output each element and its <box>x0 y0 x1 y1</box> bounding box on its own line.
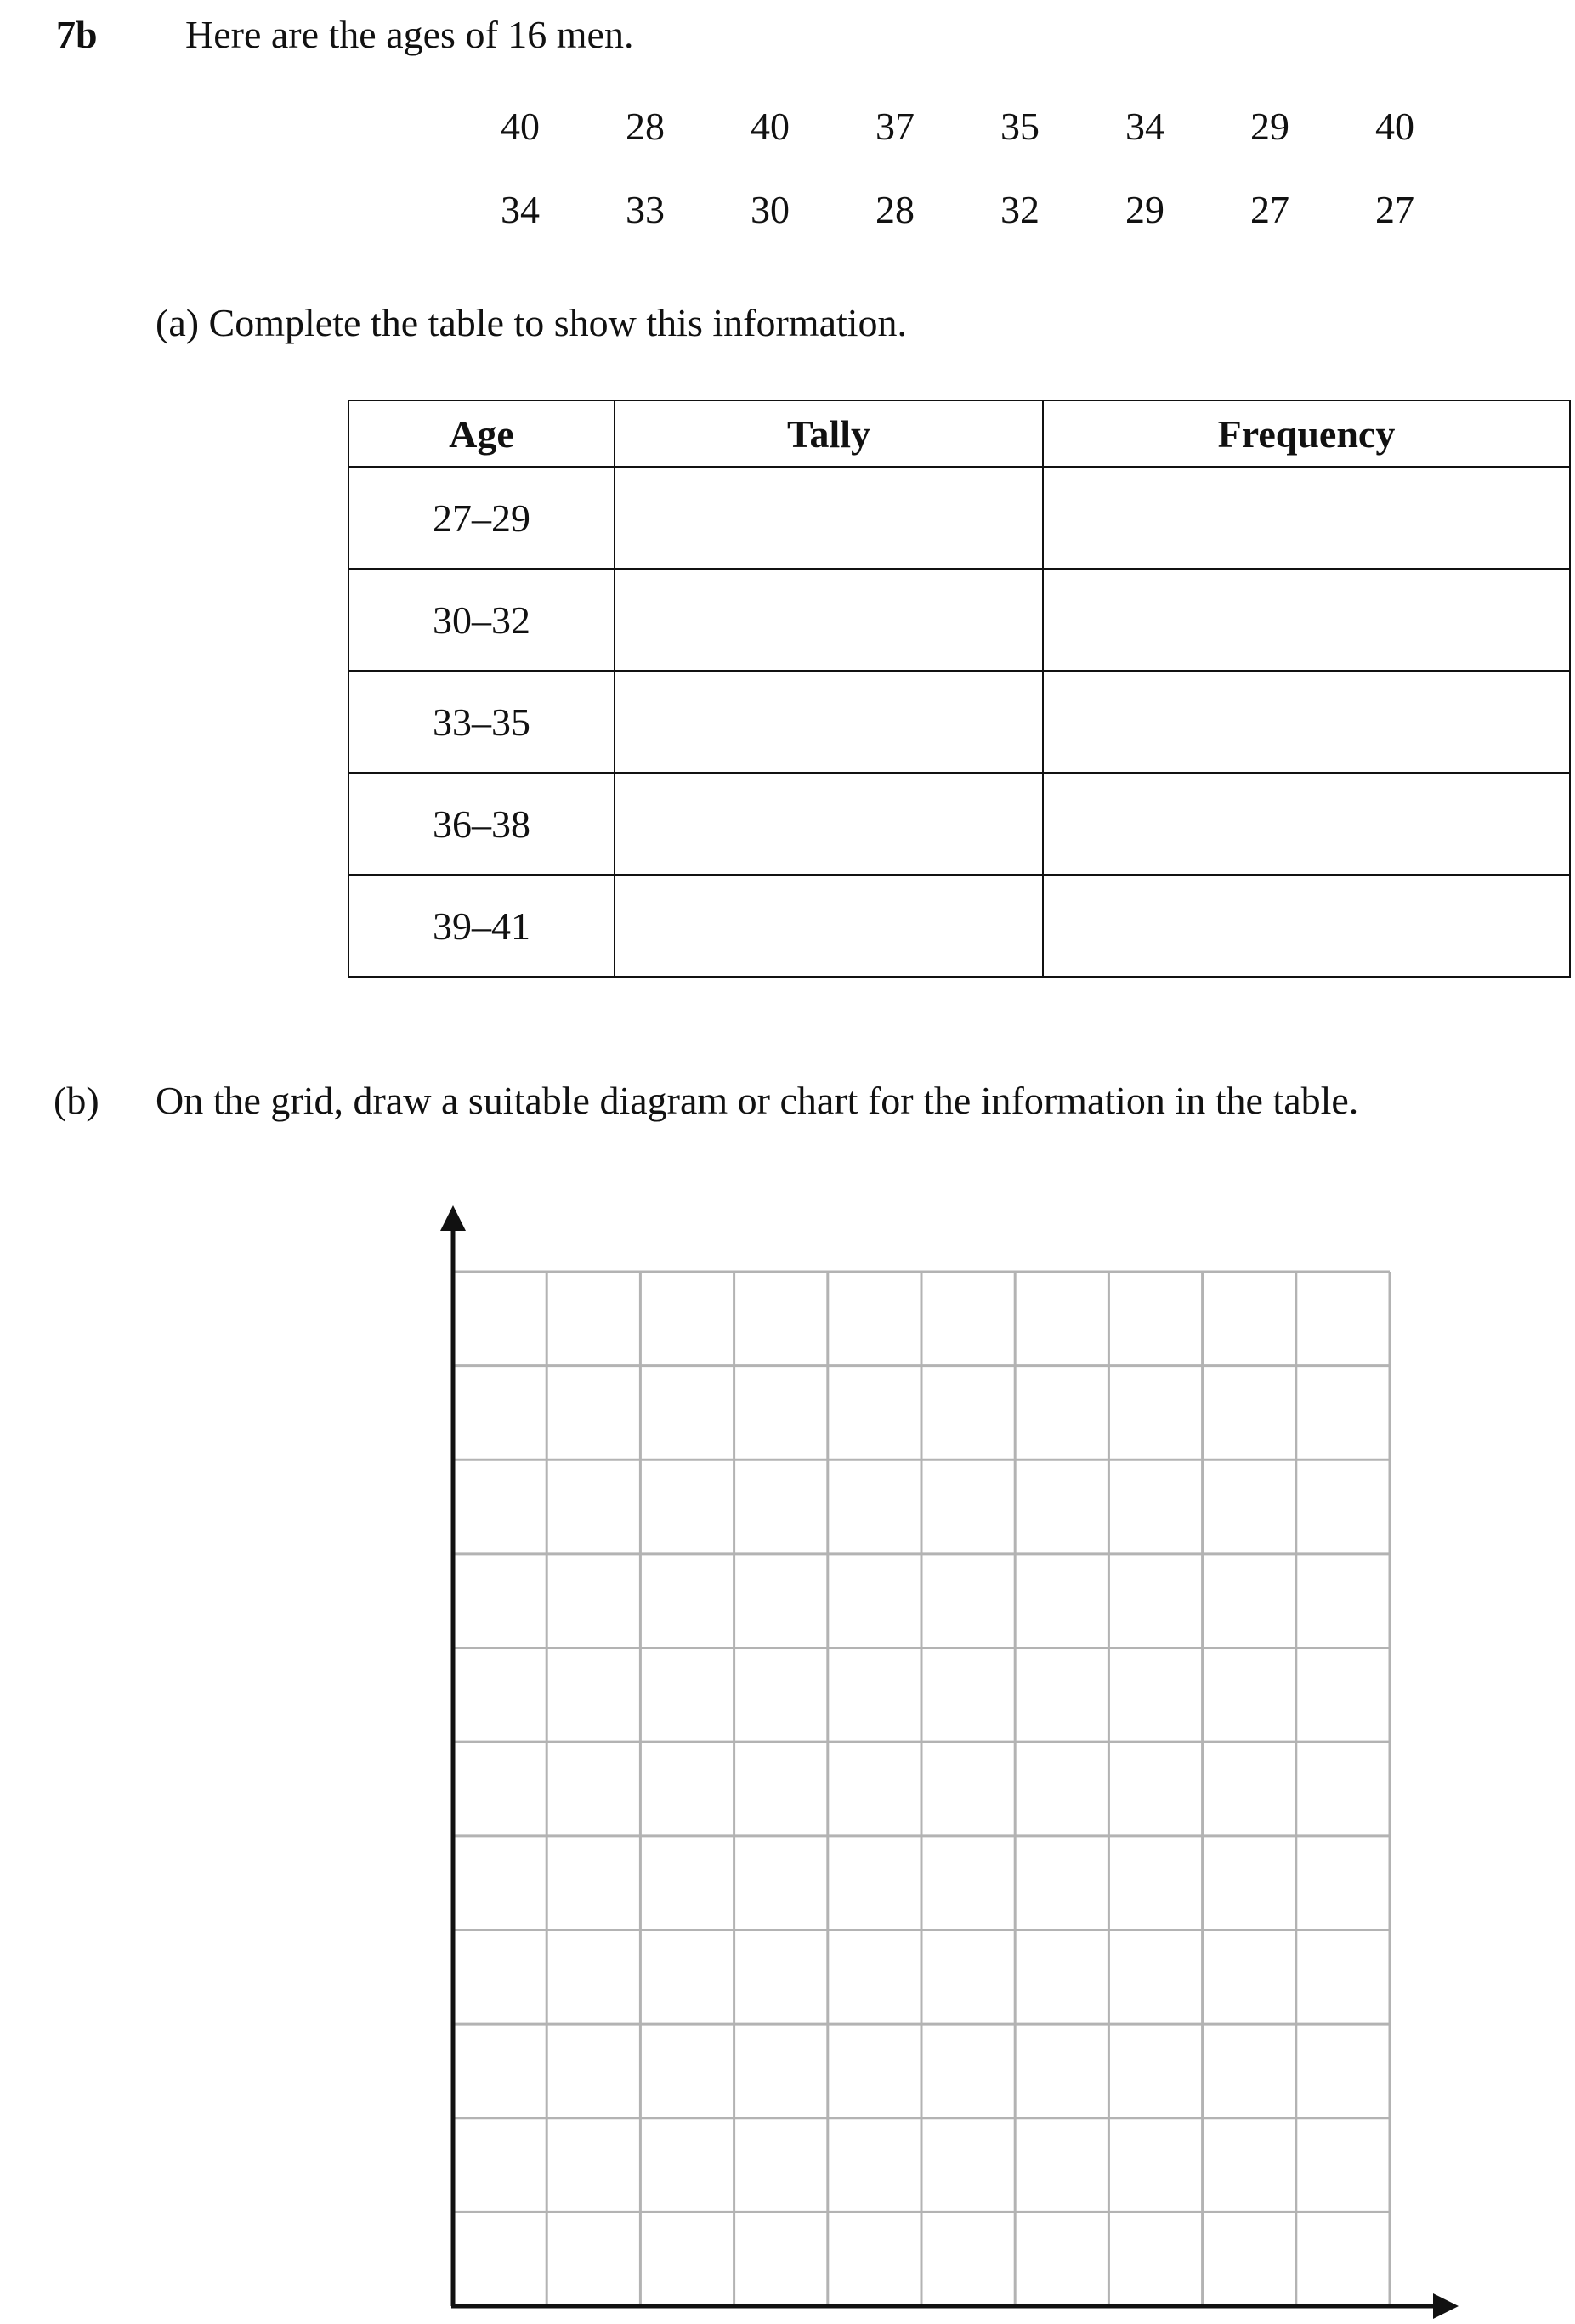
age-range-cell: 30–32 <box>348 569 615 671</box>
age-value: 29 <box>1125 188 1164 231</box>
age-value: 40 <box>1375 105 1414 148</box>
y-axis-arrow-icon <box>440 1205 466 1231</box>
age-value: 32 <box>1000 188 1040 231</box>
age-value: 37 <box>875 105 915 148</box>
question-number: 7b <box>56 13 98 56</box>
x-axis-arrow-icon <box>1433 2293 1459 2319</box>
age-value: 40 <box>751 105 790 148</box>
age-range-cell: 36–38 <box>348 773 615 875</box>
age-value: 34 <box>1125 105 1164 148</box>
question-intro: Here are the ages of 16 men. <box>185 13 634 56</box>
age-value: 29 <box>1250 105 1289 148</box>
age-value: 33 <box>626 188 665 231</box>
header-age: Age <box>348 400 615 467</box>
part-b-label: (b) <box>54 1079 99 1122</box>
age-value: 27 <box>1375 188 1414 231</box>
header-tally: Tally <box>615 400 1043 467</box>
part-a-prompt: (a) Complete the table to show this information. <box>156 301 908 344</box>
header-frequency: Frequency <box>1043 400 1570 467</box>
age-range-cell: 27–29 <box>348 467 615 569</box>
age-value: 35 <box>1000 105 1040 148</box>
age-range-cell: 39–41 <box>348 875 615 977</box>
part-b-prompt: On the grid, draw a suitable diagram or chart for the information in the table. <box>156 1079 1359 1122</box>
age-value: 40 <box>501 105 540 148</box>
age-value: 34 <box>501 188 540 231</box>
age-value: 28 <box>626 105 665 148</box>
grid-lines <box>453 1272 1390 2306</box>
age-value: 30 <box>751 188 790 231</box>
age-range-cell: 33–35 <box>348 671 615 773</box>
age-value: 27 <box>1250 188 1289 231</box>
age-value: 28 <box>875 188 915 231</box>
